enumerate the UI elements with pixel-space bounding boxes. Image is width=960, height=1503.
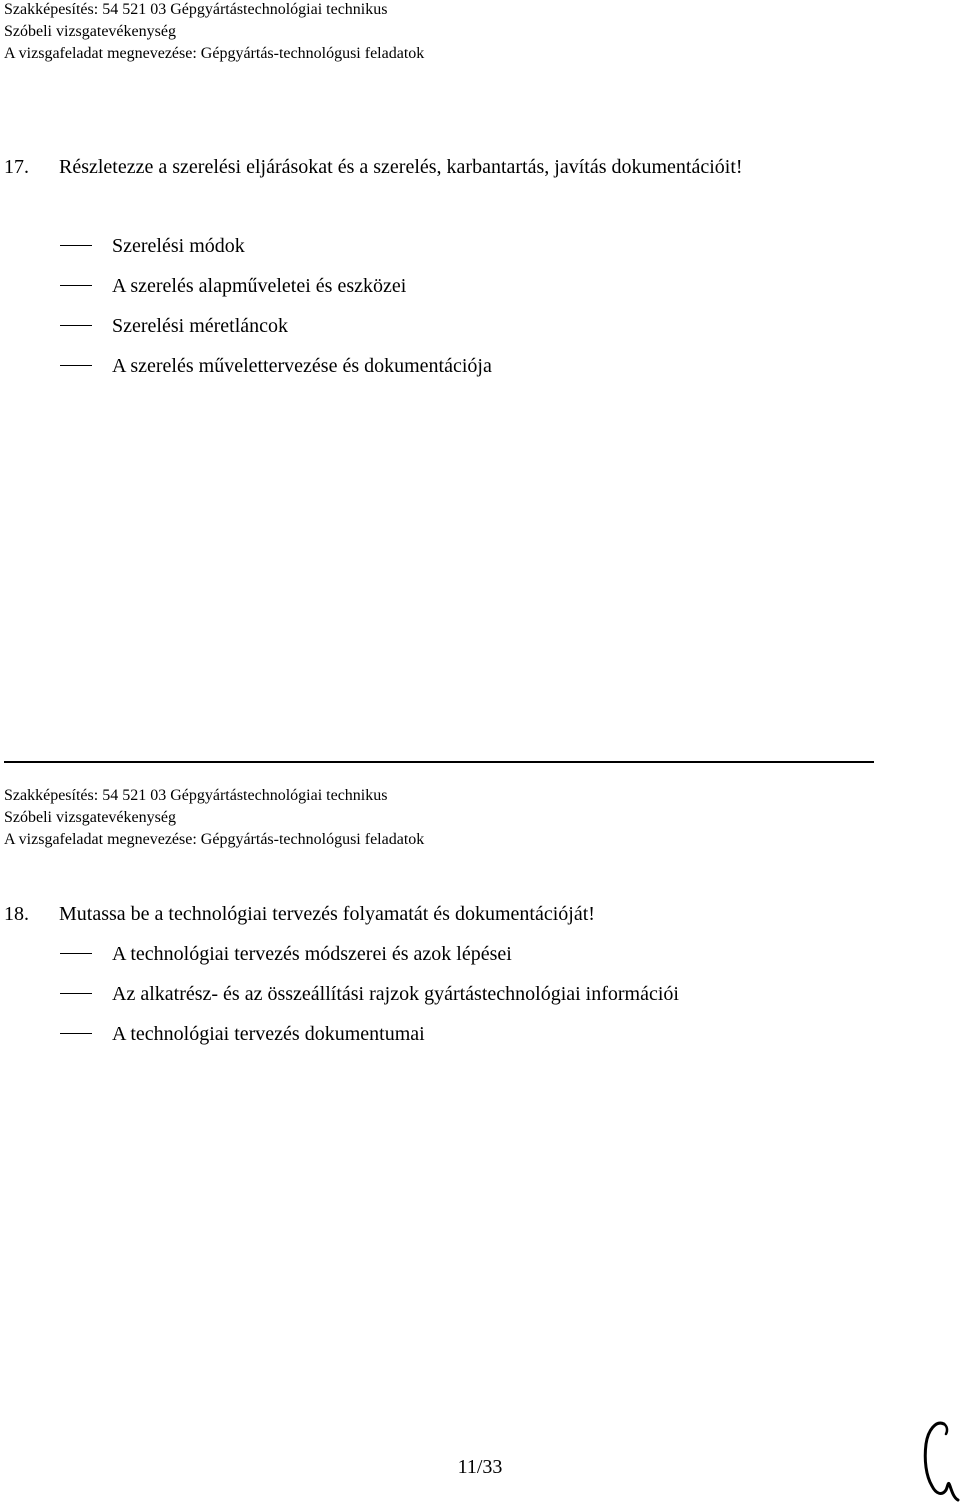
header-qualification: Szakképesítés: 54 521 03 Gépgyártástechnológiai technikus [4, 1, 388, 18]
page-separator-rule [4, 761, 874, 763]
header-exam-activity-2: Szóbeli vizsgatevékenység [4, 809, 176, 826]
question-17-number: 17. [4, 156, 29, 178]
list-item-label: Szerelési módok [112, 235, 245, 257]
dash-bullet [60, 365, 92, 366]
dash-bullet [60, 953, 92, 954]
dash-bullet [60, 245, 92, 246]
signature-mark [914, 1416, 960, 1503]
list-item-label: A technológiai tervezés dokumentumai [112, 1023, 425, 1045]
dash-bullet [60, 285, 92, 286]
dash-bullet [60, 1033, 92, 1034]
list-item-label: A szerelés alapműveletei és eszközei [112, 275, 407, 297]
header-task-name: A vizsgafeladat megnevezése: Gépgyártás-technológusi feladatok [4, 45, 425, 62]
list-item-label: A szerelés művelettervezése és dokumentációja [112, 355, 492, 377]
list-item-label: Az alkatrész- és az összeállítási rajzok gyártástechnológiai információi [112, 983, 679, 1005]
question-18-number: 18. [4, 903, 29, 925]
dash-bullet [60, 993, 92, 994]
question-18 [4, 896, 876, 932]
question-18-text: Mutassa be a technológiai tervezés folyamatát és dokumentációját! [59, 903, 595, 925]
list-item-label: A technológiai tervezés módszerei és azok lépései [112, 943, 512, 965]
question-17-text: Részletezze a szerelési eljárásokat és a szerelés, karbantartás, javítás dokumentációit! [59, 156, 743, 178]
page-number: 11/33 [457, 1456, 503, 1478]
header-task-name-2: A vizsgafeladat megnevezése: Gépgyártás-technológusi feladatok [4, 831, 425, 848]
dash-bullet [60, 325, 92, 326]
header-exam-activity: Szóbeli vizsgatevékenység [4, 23, 176, 40]
header-qualification-2: Szakképesítés: 54 521 03 Gépgyártástechnológiai technikus [4, 787, 388, 804]
list-item-label: Szerelési méretláncok [112, 315, 289, 337]
question-17 [4, 149, 876, 225]
